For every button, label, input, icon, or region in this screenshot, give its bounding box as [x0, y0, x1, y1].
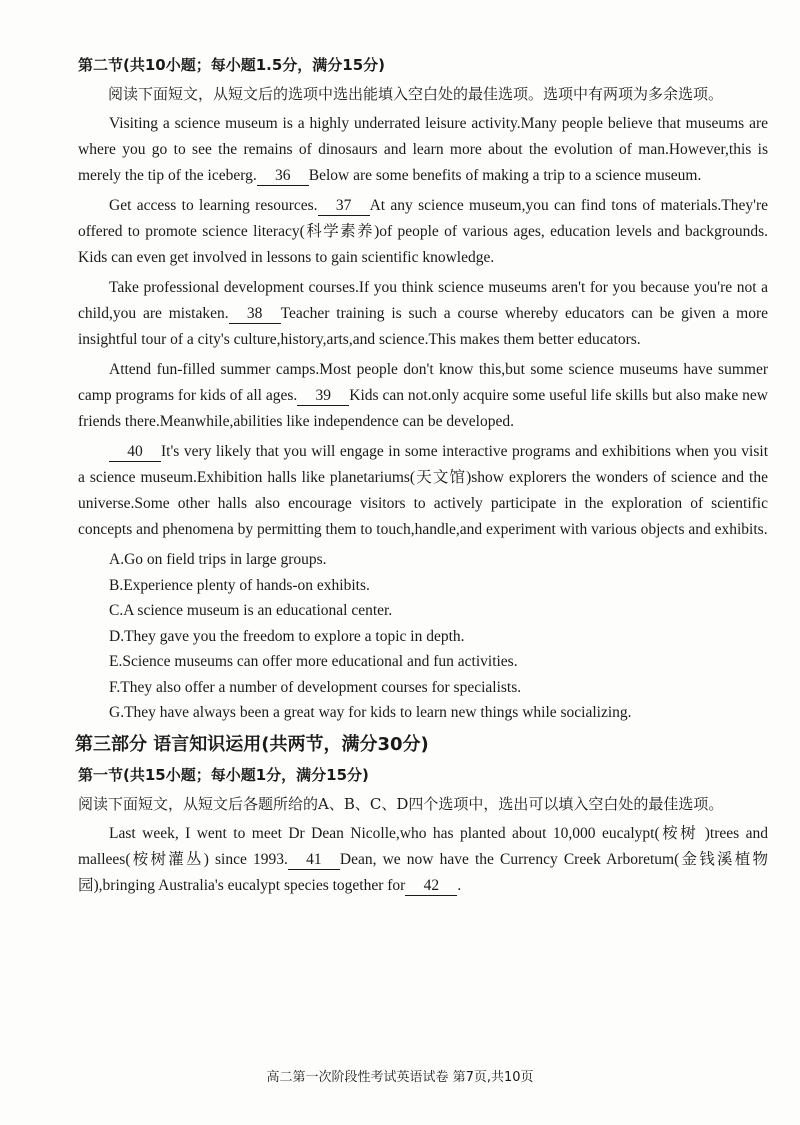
cloze-paragraph: Last week, I went to meet Dr Dean Nicolle,who has planted about 10,000 eucalypt(桉树 )trees and mallees(桉树灌丛) since 1993. 41 Dean, we now have the Currency Creek Arboretum(金钱溪植物园),bringing Australia's eucalypt species together for 42 . — [78, 824, 768, 894]
blank-42: 42 — [405, 877, 457, 896]
passage-paragraph-2: Get access to learning resources. 37 At any science museum,you can find tons of materials.They're offered to promote science literacy(科学素养)of people of various ages, education levels and backgrounds. Kids can even get involved in lessons to gain scientific knowledge. — [78, 197, 768, 266]
blank-36: 36 — [257, 167, 309, 186]
option-item: B.Experience plenty of hands-on exhibits. — [109, 576, 370, 594]
option-item: A.Go on field trips in large groups. — [109, 551, 327, 568]
option-item: F.They also offer a number of development courses for specialists. — [109, 678, 522, 696]
option-item: E.Science museums can offer more educational and fun activities. — [109, 653, 518, 670]
passage-paragraph-3: Take professional development courses.If you think science museums aren't for you because you're not a child,you are mistaken. 38 Teacher training is such a course whereby educators can be given a more insightful tour of a city's culture,history,arts,and science.This makes them better educators. — [78, 279, 769, 348]
page-footer: 高二第一次阶段性考试英语试卷 第7页,共10页 — [266, 1070, 534, 1085]
blank-41: 41 — [288, 851, 340, 870]
blank-37: 37 — [318, 197, 370, 216]
blank-39: 39 — [297, 387, 349, 406]
option-item: C.A science museum is an educational center. — [109, 602, 393, 619]
section2-instruction: 阅读下面短文，从短文后的选项中选出能填入空白处的最佳选项。选项中有两项为多余选项。 — [108, 85, 724, 103]
section1-heading: 第一节(共15小题；每小题1分，满分15分) — [78, 765, 369, 784]
passage-paragraph-4: Attend fun-filled summer camps.Most people don't know this,but some science museums have summer camp programs for kids of all ages. 39 Kids can not.only acquire some useful life skills but also make new friends there.Meanwhile,abilities like independence can be developed. — [78, 361, 768, 430]
exam-page — [75, 54, 769, 903]
options-list — [78, 547, 768, 726]
blank-38: 38 — [229, 305, 281, 324]
section2-heading: 第二节(共10小题；每小题1.5分，满分15分) — [78, 56, 386, 74]
passage-paragraph-5: 40 It's very likely that you will engage in some interactive programs and exhibitions when you visit a science museum.Exhibition halls like planetariums(天文馆)show explorers the wonders of science and the universe.Some other halls also encourage visitors to actively participate in the exploration of scientific concepts and phenomena by permitting them to touch,handle,and experiment with various objects and exhibits. — [78, 443, 768, 538]
blank-40: 40 — [109, 443, 161, 462]
passage-paragraph-1: Visiting a science museum is a highly underrated leisure activity.Many people believe that museums are where you go to see the remains of dinosaurs and learn more about the evolution of man.However,this is merely the tip of the iceberg. 36 Below are some benefits of making a trip to a science museum. — [78, 115, 768, 184]
option-item: D.They gave you the freedom to explore a topic in depth. — [109, 627, 465, 645]
option-item: G.They have always been a great way for kids to learn new things while socializing. — [109, 704, 632, 721]
section1-instruction: 阅读下面短文，从短文后各题所给的A、B、C、D四个选项中，选出可以填入空白处的最佳选项。 — [78, 794, 724, 813]
part3-heading: 第三部分 语言知识运用(共两节，满分30分) — [75, 733, 429, 755]
